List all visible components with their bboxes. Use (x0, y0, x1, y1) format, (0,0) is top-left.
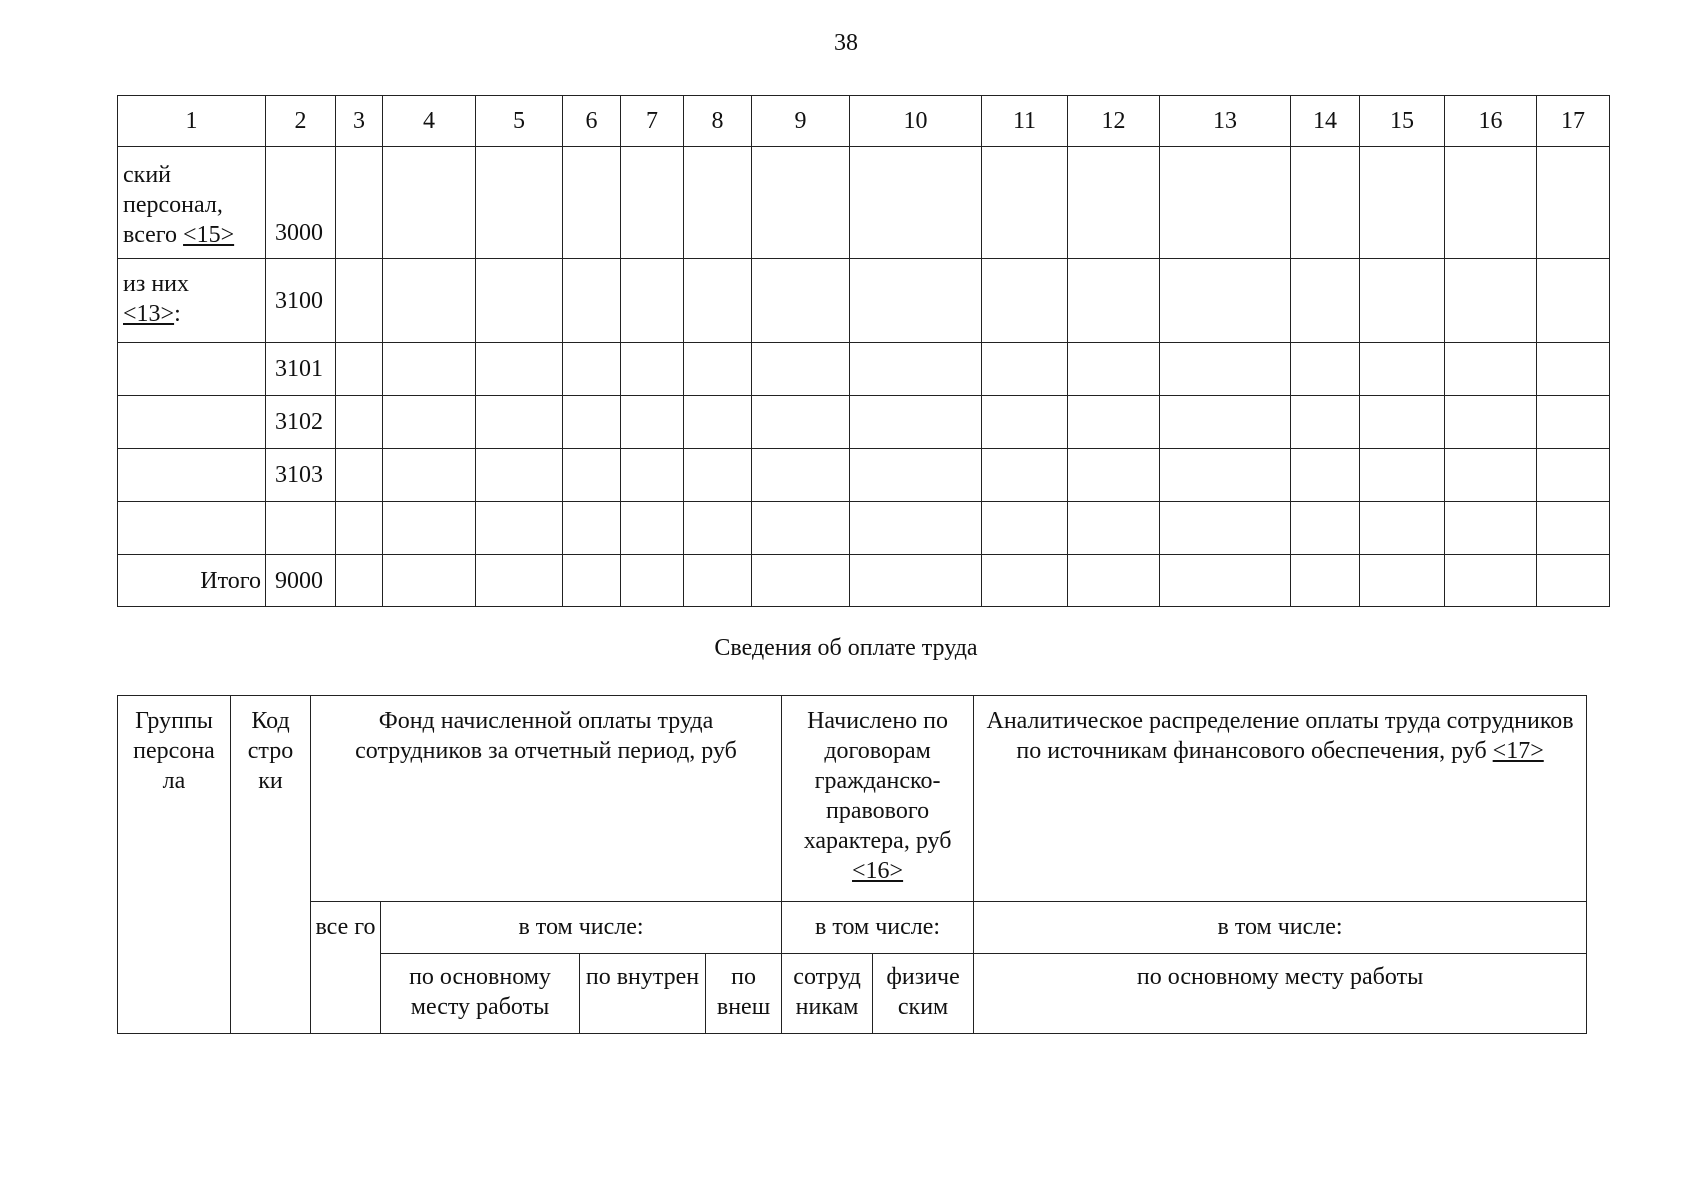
row-code: 9000 (266, 555, 336, 607)
column-number: 16 (1445, 96, 1537, 147)
table-row (118, 259, 1610, 343)
row-code: 3100 (266, 259, 336, 343)
col-internal: по внутрен (580, 954, 706, 1034)
row-code: 3103 (266, 449, 336, 502)
column-number: 14 (1291, 96, 1360, 147)
including-header: в том числе: (381, 902, 782, 954)
col-wage-fund: Фонд начисленной оплаты труда сотрудников за отчетный период, руб (311, 696, 782, 902)
column-number: 10 (850, 96, 982, 147)
column-number: 9 (752, 96, 850, 147)
column-number: 1 (118, 96, 266, 147)
including-header: в том числе: (974, 902, 1587, 954)
row-code (266, 502, 336, 555)
column-number: 4 (383, 96, 476, 147)
col-to-employees: сотруд никам (782, 954, 873, 1034)
footnote-link[interactable]: <17> (1492, 738, 1544, 764)
table-row (118, 147, 1610, 259)
col-main-place: по основному месту работы (381, 954, 580, 1034)
column-number: 12 (1068, 96, 1160, 147)
column-number: 8 (684, 96, 752, 147)
col-row-code: Код стро ки (231, 696, 311, 1034)
wages-table (117, 695, 1587, 1034)
col-total: все го (311, 902, 381, 1034)
table-row (118, 502, 1610, 555)
row-name: из них <13>: (118, 259, 266, 343)
col-main-place-2: по основному месту работы (974, 954, 1587, 1034)
column-number: 3 (336, 96, 383, 147)
col-civil-contracts: Начислено по договорам гражданско-правового характера, руб <16> (782, 696, 974, 902)
section-title: Сведения об оплате труда (714, 635, 978, 661)
footnote-link[interactable]: <15> (183, 222, 235, 248)
personnel-table (117, 95, 1610, 607)
column-number: 6 (563, 96, 621, 147)
row-code: 3000 (266, 147, 336, 259)
column-number: 13 (1160, 96, 1291, 147)
table-header-row (118, 96, 1610, 147)
row-code: 3102 (266, 396, 336, 449)
column-number: 2 (266, 96, 336, 147)
including-header: в том числе: (782, 902, 974, 954)
column-number: 17 (1537, 96, 1610, 147)
column-number: 7 (621, 96, 684, 147)
column-number: 15 (1360, 96, 1445, 147)
row-name: ский персонал, всего <15> (118, 147, 266, 259)
column-number: 11 (982, 96, 1068, 147)
footnote-link[interactable]: <16> (852, 858, 904, 884)
col-analytic-distribution: Аналитическое распределение оплаты труда сотрудников по источникам финансового обеспечения, руб <17> (974, 696, 1587, 902)
table-row (118, 449, 1610, 502)
table-row (118, 343, 1610, 396)
page-number: 38 (834, 30, 858, 56)
col-external: по внеш (706, 954, 782, 1034)
col-personnel-groups: Группы персона ла (118, 696, 231, 1034)
row-code: 3101 (266, 343, 336, 396)
total-label: Итого (118, 555, 266, 607)
col-to-individuals: физиче ским (873, 954, 974, 1034)
table-row (118, 396, 1610, 449)
total-row (118, 555, 1610, 607)
footnote-link[interactable]: <13> (123, 300, 175, 327)
column-number: 5 (476, 96, 563, 147)
